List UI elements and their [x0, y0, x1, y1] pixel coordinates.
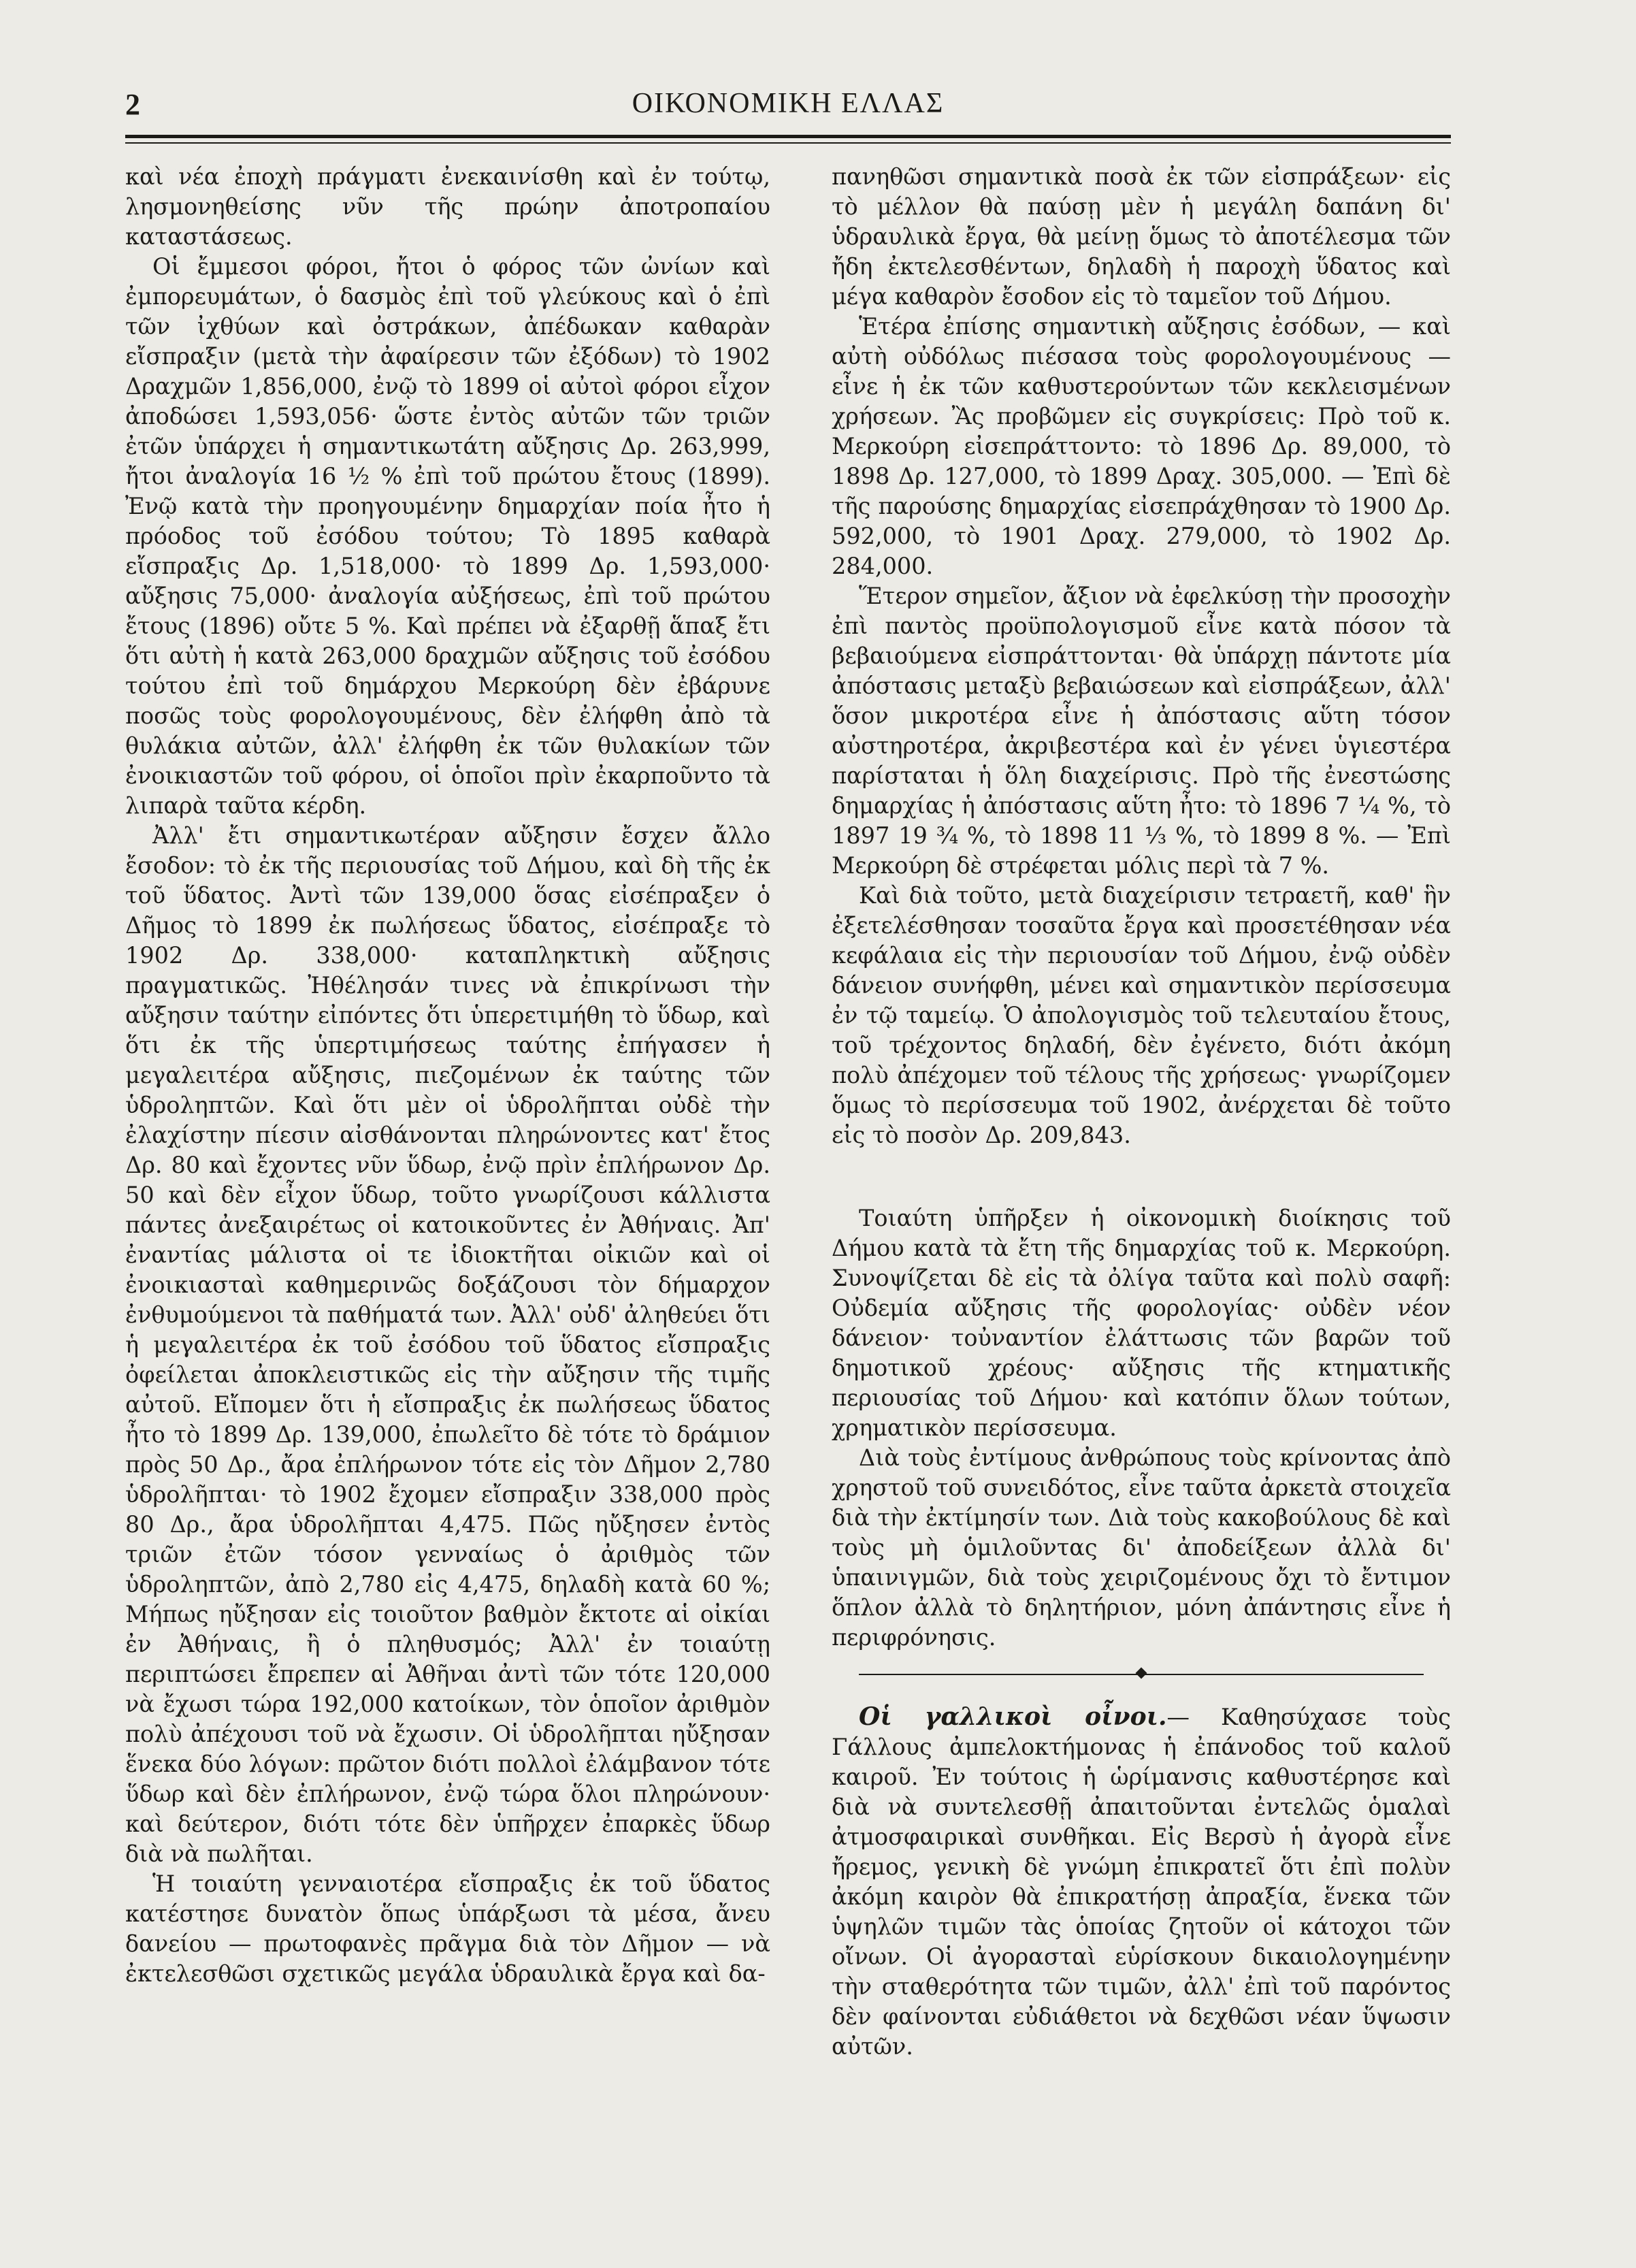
paragraph: Ἑτέρα ἐπίσης σημαντικὴ αὔξησις ἐσόδων, — καὶ αὐτὴ οὐδόλως πιέσασα τοὺς φορολογουμένους — εἶνε ἡ ἐκ τῶν καθυστερούντων τῶν κεκλεισμένων χρήσεων. Ἂς προβῶμεν εἰς συγκρίσεις: Πρὸ τοῦ κ. Μερκούρη εἰσεπράττοντο: τὸ 1896 Δρ. 89,000, τὸ 1898 Δρ. 127,000, τὸ 1899 Δραχ. 305,000. — Ἐπὶ δὲ τῆς παρούσης δημαρχίας εἰσεπράχθησαν τὸ 1900 Δρ. 592,000, τὸ 1901 Δραχ. 279,000, τὸ 1902 Δρ. 284,000. — [832, 313, 1451, 579]
article-paragraph — [832, 1702, 1451, 2062]
paragraph: Ἡ τοιαύτη γενναιοτέρα εἴσπραξις ἐκ τοῦ ὕδατος κατέστησε δυνατὸν ὅπως ὑπάρξωσι τὰ μέσα, ἄνευ δανείου — πρωτοφανὲς πρᾶγμα διὰ τὸν Δῆμον — νὰ ἐκτελεσθῶσι σχετικῶς μεγάλα ὑδραυλικὰ ἔργα καὶ δα- — [125, 1870, 770, 1987]
paragraph: Καὶ διὰ τοῦτο, μετὰ διαχείρισιν τετραετῆ, καθ' ἣν ἐξετελέσθησαν τοσαῦτα ἔργα καὶ προσετέθησαν νέα κεφάλαια εἰς τὴν περιουσίαν τοῦ Δήμου, ἐνῷ οὐδὲν δάνειον συνήφθη, μένει καὶ σημαντικὸν περίσσευμα ἐν τῷ ταμείῳ. Ὁ ἀπολογισμὸς τοῦ τελευταίου ἔτους, τοῦ τρέχοντος δηλαδή, δὲν ἐγένετο, διότι ἀκόμη πολὺ ἀπέχομεν τοῦ τέλους τῆς χρήσεως· γνωρίζομεν ὅμως τὸ περίσσευμα τοῦ 1902, ἀνέρχεται δὲ τοῦτο εἰς τὸ ποσὸν Δρ. 209,843. — [832, 882, 1451, 1148]
right-column — [832, 162, 1451, 2062]
spacer — [832, 1150, 1451, 1203]
journal-title: ΟΙΚΟΝΟΜΙΚΗ ΕΛΛΑΣ — [632, 88, 945, 119]
paragraph: Τοιαύτη ὑπῆρξεν ἡ οἰκονομικὴ διοίκησις τοῦ Δήμου κατὰ τὰ ἔτη τῆς δημαρχίας τοῦ κ. Μερκούρη. Συνοψίζεται δὲ εἰς τὰ ὀλίγα ταῦτα καὶ πολὺ σαφῆ: Οὐδεμία αὔξησις τῆς φορολογίας· οὐδὲν νέον δάνειον· τοὐναντίον ἐλάττωσις τῶν βαρῶν τοῦ δημοτικοῦ χρέους· αὔξησις τῆς κτηματικῆς περιουσίας τοῦ Δήμου· καὶ κατόπιν ὅλων τούτων, χρηματικὸν περίσσευμα. — [832, 1205, 1451, 1441]
left-column — [125, 162, 770, 1989]
paragraph: Διὰ τοὺς ἐντίμους ἀνθρώπους τοὺς κρίνοντας ἀπὸ χρηστοῦ τοῦ συνειδότος, εἶνε ταῦτα ἀρκετὰ στοιχεῖα διὰ τὴν ἐκτίμησίν των. Διὰ τοὺς κακοβούλους δὲ καὶ τοὺς μὴ ὁμιλοῦντας δι' ἀποδείξεων ἀλλὰ δι' ὑπαινιγμῶν, διὰ τοὺς χειριζομένους ὄχι τὸ ἔντιμον ὅπλον ἀλλὰ τὸ δηλητήριον, μόνη ἀπάντησις εἶνε ἡ περιφρόνησις. — [832, 1444, 1451, 1651]
paragraph: Οἱ ἔμμεσοι φόροι, ἤτοι ὁ φόρος τῶν ὠνίων καὶ ἐμπορευμάτων, ὁ δασμὸς ἐπὶ τοῦ γλεύκους καὶ ὁ ἐπὶ τῶν ἰχθύων καὶ ὀστράκων, ἀπέδωκαν καθαρὰν εἴσπραξιν (μετὰ τὴν ἀφαίρεσιν τῶν ἐξόδων) τὸ 1902 Δραχμῶν 1,856,000, ἐνῷ τὸ 1899 οἱ αὐτοὶ φόροι εἶχον ἀποδώσει 1,593,056· ὥστε ἐντὸς αὐτῶν τῶν τριῶν ἐτῶν ὑπάρχει ἡ σημαντικωτάτη αὔξησις Δρ. 263,999, ἤτοι ἀναλογία 16 ½ % ἐπὶ τοῦ πρώτου ἔτους (1899). Ἐνῷ κατὰ τὴν προηγουμένην δημαρχίαν ποία ἦτο ἡ πρόοδος τοῦ ἐσόδου τούτου; Τὸ 1895 καθαρὰ εἴσπραξις Δρ. 1,518,000· τὸ 1899 Δρ. 1,593,000· αὔξησις 75,000· ἀναλογία αὐξήσεως, ἐπὶ τοῦ πρώτου ἔτους (1896) οὔτε 5 %. Καὶ πρέπει νὰ ἐξαρθῇ ἅπαξ ἔτι ὅτι αὐτὴ ἡ κατὰ 263,000 δραχμῶν αὔξησις τοῦ ἐσόδου τούτου ἐπὶ τοῦ δημάρχου Μερκούρη δὲν ἐβάρυνε ποσῶς τοὺς φορολογουμένους, δὲν ἐλήφθη ἀπὸ τὰ θυλάκια αὐτῶν, ἀλλ' ἐλήφθη ἐκ τῶν θυλακίων τῶν ἐνοικιαστῶν τοῦ φόρου, οἱ ὁποῖοι πρὶν ἐκαρποῦντο τὰ λιπαρὰ ταῦτα κέρδη. — [125, 253, 770, 819]
paragraph: πανηθῶσι σημαντικὰ ποσὰ ἐκ τῶν εἰσπράξεων· εἰς τὸ μέλλον θὰ παύσῃ μὲν ἡ μεγάλη δαπάνη δι' ὑδραυλικὰ ἔργα, θὰ μείνῃ ὅμως τὸ ἀποτέλεσμα τῶν ἤδη ἐκτελεσθέντων, δηλαδὴ ἡ παροχὴ ὕδατος καὶ μέγα καθαρὸν ἔσοδον εἰς τὸ ταμεῖον τοῦ Δήμου. — [832, 163, 1451, 310]
diamond-ornament-icon — [1136, 1668, 1147, 1679]
article-text: — Καθησύχασε τοὺς Γάλλους ἀμπελοκτήμονας ἡ ἐπάνοδος τοῦ καλοῦ καιροῦ. Ἐν τούτοις ἡ ὡρίμανσις καθυστέρησε καὶ διὰ νὰ συντελεσθῇ ἀπαιτοῦνται ἐντελῶς ὁμαλαὶ ἀτμοσφαιρικαὶ συνθῆκαι. Εἰς Βερσὺ ἡ ἀγορὰ εἶνε ἤρεμος, γενικὴ δὲ γνώμη ἐπικρατεῖ ὅτι ἐπὶ πολὺν ἀκόμη καιρὸν θὰ ἐπικρατήσῃ ἀπραξία, ἕνεκα τῶν ὑψηλῶν τιμῶν τὰς ὁποίας ζητοῦν οἱ κάτοχοι τῶν οἴνων. Οἱ ἀγορασταὶ εὑρίσκουν δικαιολογημένην τὴν σταθερότητα τῶν τιμῶν, ἀλλ' ἐπὶ τοῦ παρόντος δὲν φαίνονται εὐδιάθετοι νὰ δεχθῶσι νέαν ὕψωσιν αὐτῶν. — [832, 1704, 1451, 2060]
header-rule-thick — [125, 135, 1451, 138]
header-rule-thin — [125, 142, 1451, 144]
paragraph: καὶ νέα ἐποχὴ πράγματι ἐνεκαινίσθη καὶ ἐν τούτῳ, λησμονηθείσης νῦν τῆς πρώην ἀποτροπαίου καταστάσεως. — [125, 163, 770, 250]
paragraph: Ἀλλ' ἔτι σημαντικωτέραν αὔξησιν ἔσχεν ἄλλο ἔσοδον: τὸ ἐκ τῆς περιουσίας τοῦ Δήμου, καὶ δὴ τῆς ἐκ τοῦ ὕδατος. Ἀντὶ τῶν 139,000 ὅσας εἰσέπραξεν ὁ Δῆμος τὸ 1899 ἐκ πωλήσεως ὕδατος, εἰσέπραξε τὸ 1902 Δρ. 338,000· καταπληκτικὴ αὔξησις πραγματικῶς. Ἠθέλησάν τινες νὰ ἐπικρίνωσι τὴν αὔξησιν ταύτην εἰπόντες ὅτι ὑπερετιμήθη τὸ ὕδωρ, καὶ ὅτι ἐκ τῆς ὑπερτιμήσεως ταύτης ἐπήγασεν ἡ μεγαλειτέρα αὔξησις, πιεζομένων ἐκ ταύτης τῶν ὑδροληπτῶν. Καὶ ὅτι μὲν οἱ ὑδρολῆπται οὐδὲ τὴν ἐλαχίστην πίεσιν αἰσθάνονται πληρώνοντες κατ' ἔτος Δρ. 80 καὶ ἔχοντες νῦν ὕδωρ, ἐνῷ πρὶν ἐπλήρωνον Δρ. 50 καὶ δὲν εἶχον ὕδωρ, τοῦτο γνωρίζουσι κάλλιστα πάντες ἀνεξαιρέτως οἱ κατοικοῦντες ἐν Ἀθήναις. Ἀπ' ἐναντίας μάλιστα οἱ τε ἰδιοκτῆται οἰκιῶν καὶ οἱ ἐνοικιασταὶ καθημερινῶς δοξάζουσι τὸν δήμαρχον ἐνθυμούμενοι τὰ παθήματά των. Ἀλλ' οὐδ' ἀληθεύει ὅτι ἡ μεγαλειτέρα ἐκ τοῦ ἐσόδου τοῦ ὕδατος εἴσπραξις ὀφείλεται ἀποκλειστικῶς εἰς τὴν αὔξησιν τῆς τιμῆς αὐτοῦ. Εἴπομεν ὅτι ἡ εἴσπραξις ἐκ πωλήσεως ὕδατος ἦτο τὸ 1899 Δρ. 139,000, ἐπωλεῖτο δὲ τότε τὸ δράμιον πρὸς 50 Δρ., ἄρα ἐπλήρωνον τότε εἰς τὸν Δῆμον 2,780 ὑδρολῆπται· τὸ 1902 ἔχομεν εἴσπραξιν 338,000 πρὸς 80 Δρ., ἄρα ὑδρολῆπται 4,475. Πῶς ηὔξησεν ἐντὸς τριῶν ἐτῶν τόσον γενναίως ὁ ἀριθμὸς τῶν ὑδροληπτῶν, ἀπὸ 2,780 εἰς 4,475, δηλαδὴ κατὰ 60 %; Μήπως ηὔξησαν εἰς τοιοῦτον βαθμὸν ἔκτοτε αἱ οἰκίαι ἐν Ἀθήναις, ἢ ὁ πληθυσμός; Ἀλλ' ἐν τοιαύτῃ περιπτώσει ἔπρεπεν αἱ Ἀθῆναι ἀντὶ τῶν τότε 120,000 νὰ ἔχωσι τώρα 192,000 κατοίκων, τὸν ὁποῖον ἀριθμὸν πολὺ ἀπέχουσι τοῦ νὰ ἔχωσιν. Οἱ ὑδρολῆπται ηὔξησαν ἕνεκα δύο λόγων: πρῶτον διότι πολλοὶ ἐλάμβανον τότε ὕδωρ καὶ δὲν ἐπλήρωνον, ἐνῷ τώρα ὅλοι πληρώνουν· καὶ δεύτερον, διότι τότε δὲν ὑπῆρχεν ἐπαρκὲς ὕδωρ διὰ νὰ πωλῆται. — [125, 822, 770, 1867]
article-heading: Οἱ γαλλικοὶ οἶνοι. — [859, 1702, 1167, 1731]
page-header — [125, 87, 1451, 135]
paragraph: Ἕτερον σημεῖον, ἄξιον νὰ ἐφελκύσῃ τὴν προσοχὴν ἐπὶ παντὸς προϋπολογισμοῦ εἶνε κατὰ πόσον τὰ βεβαιούμενα εἰσπράττονται· θὰ ὑπάρχῃ πάντοτε μία ἀπόστασις μεταξὺ βεβαιώσεων καὶ εἰσπράξεων, ἀλλ' ὅσον μικροτέρα εἶνε ἡ ἀπόστασις αὕτη τόσον αὐστηροτέρα, ἀκριβεστέρα καὶ ἐν γένει ὑγιεστέρα παρίσταται ἡ ὅλη διαχείρισις. Πρὸ τῆς ἐνεστώσης δημαρχίας ἡ ἀπόστασις αὕτη ἦτο: τὸ 1896 7 ¼ %, τὸ 1897 19 ¾ %, τὸ 1898 11 ⅓ %, τὸ 1899 8 %. — Ἐπὶ Μερκούρη δὲ στρέφεται μόλις περὶ τὰ 7 %. — [832, 583, 1451, 879]
section-separator — [832, 1659, 1451, 1689]
page-number: 2 — [125, 88, 140, 121]
